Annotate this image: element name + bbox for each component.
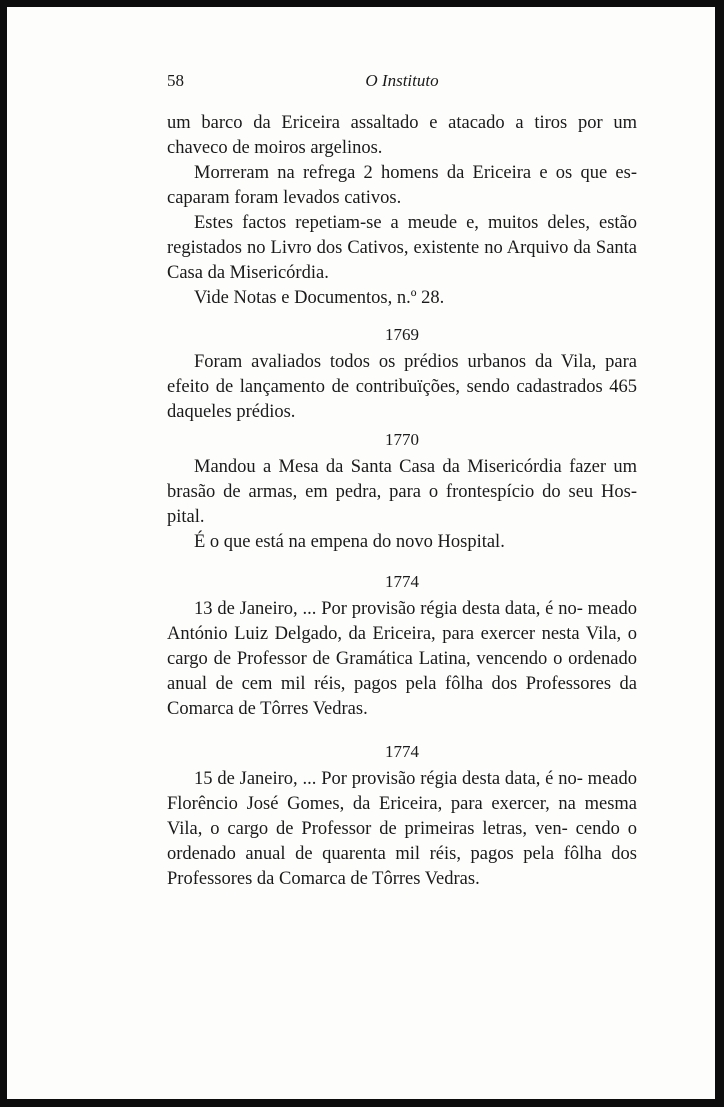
page-body (167, 111, 637, 892)
paragraph: Morreram na refrega 2 homens da Ericeira e os que es- caparam foram levados cativos. (167, 163, 637, 208)
paragraph: Mandou a Mesa da Santa Casa da Misericórdia fazer um brasão de armas, em pedra, para o frontespício do seu Hos- pital. (167, 457, 637, 527)
year-heading: 1770 (385, 430, 419, 449)
paragraph: 13 de Janeiro, ... Por provisão régia desta data, é no- meado António Luiz Delgado, da Ericeira, para exercer nesta Vila, o cargo de Professor de Gramática Latina, vencendo o ordenado anual de cem mil réis, pagos pela fôlha dos Professores da Comarca de Tôrres Vedras. (167, 599, 637, 719)
year-heading: 1769 (385, 325, 419, 344)
paragraph: Vide Notas e Documentos, n.º 28. (194, 288, 445, 308)
year-heading: 1774 (385, 572, 419, 591)
page-number: 58 (167, 71, 184, 90)
paragraph: 15 de Janeiro, ... Por provisão régia desta data, é no- meado Florêncio José Gomes, da Ericeira, para exercer, na mesma Vila, o cargo de Professor de primeiras letras, ven- cendo o ordenado anual de quarenta mil réis, pagos pela fôlha dos Professores da Comarca de Tôrres Vedras. (167, 769, 637, 889)
document-page (167, 65, 637, 892)
running-title: O Instituto (365, 71, 439, 90)
year-heading: 1774 (385, 742, 419, 761)
paragraph: Foram avaliados todos os prédios urbanos da Vila, para efeito de lançamento de contribuïções, sendo cadastrados 465 daqueles prédios. (167, 352, 637, 422)
paragraph: um barco da Ericeira assaltado e atacado a tiros por um chaveco de moiros argelinos. (167, 113, 637, 158)
page-header (167, 65, 637, 97)
paragraph: Estes factos repetiam-se a meude e, muitos deles, estão registados no Livro dos Cativos, existente no Arquivo da Santa Casa da Misericórdia. (167, 213, 637, 283)
paragraph: É o que está na empena do novo Hospital. (194, 532, 505, 552)
